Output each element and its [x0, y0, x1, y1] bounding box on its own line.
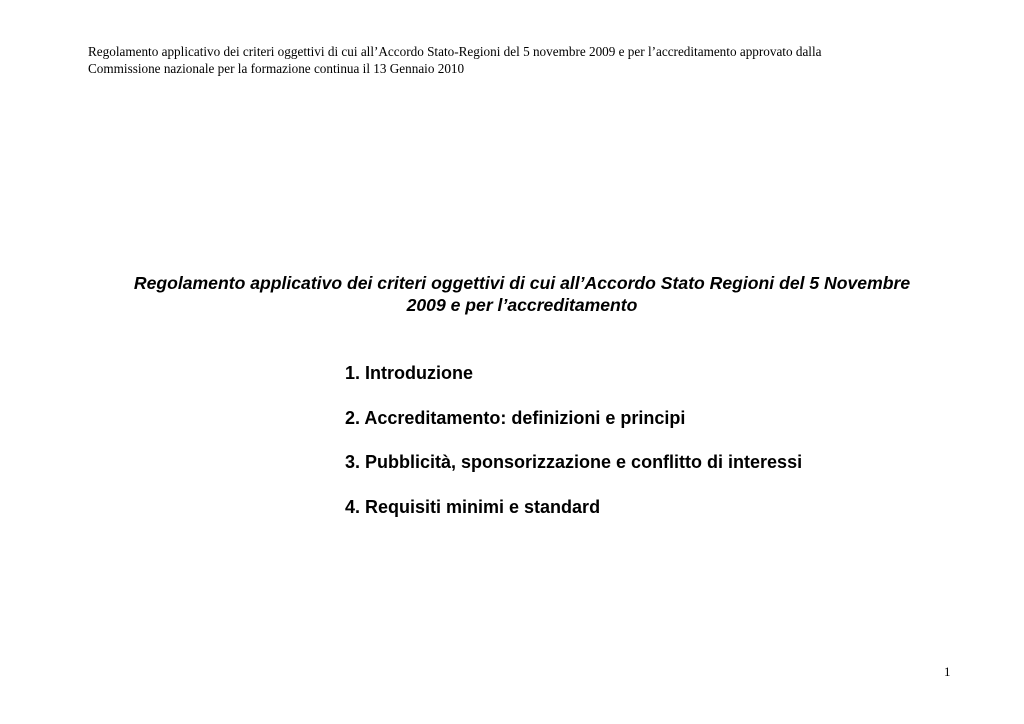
page-number: 1	[944, 664, 951, 679]
table-of-contents	[345, 362, 802, 540]
document-title	[60, 272, 984, 316]
toc-item-requisiti: 4. Requisiti minimi e standard	[345, 496, 601, 517]
toc-item-accreditamento: 2. Accreditamento: definizioni e principi	[345, 407, 686, 428]
running-header	[88, 43, 948, 77]
running-header-line-2: Commissione nazionale per la formazione continua il 13 Gennaio 2010	[88, 61, 465, 76]
document-title-line-1: Regolamento applicativo dei criteri oggettivi di cui all’Accordo Stato Regioni del 5 Novembre	[133, 273, 911, 293]
running-header-line-1: Regolamento applicativo dei criteri oggettivi di cui all’Accordo Stato-Regioni del 5 novembre 2009 e per l’accreditamento approvato dalla	[88, 44, 822, 59]
toc-item-pubblicita: 3. Pubblicità, sponsorizzazione e conflitto di interessi	[345, 452, 803, 472]
toc-item-introduzione: 1. Introduzione	[345, 363, 473, 383]
document-title-line-2: 2009 e per l’accreditamento	[406, 295, 638, 315]
